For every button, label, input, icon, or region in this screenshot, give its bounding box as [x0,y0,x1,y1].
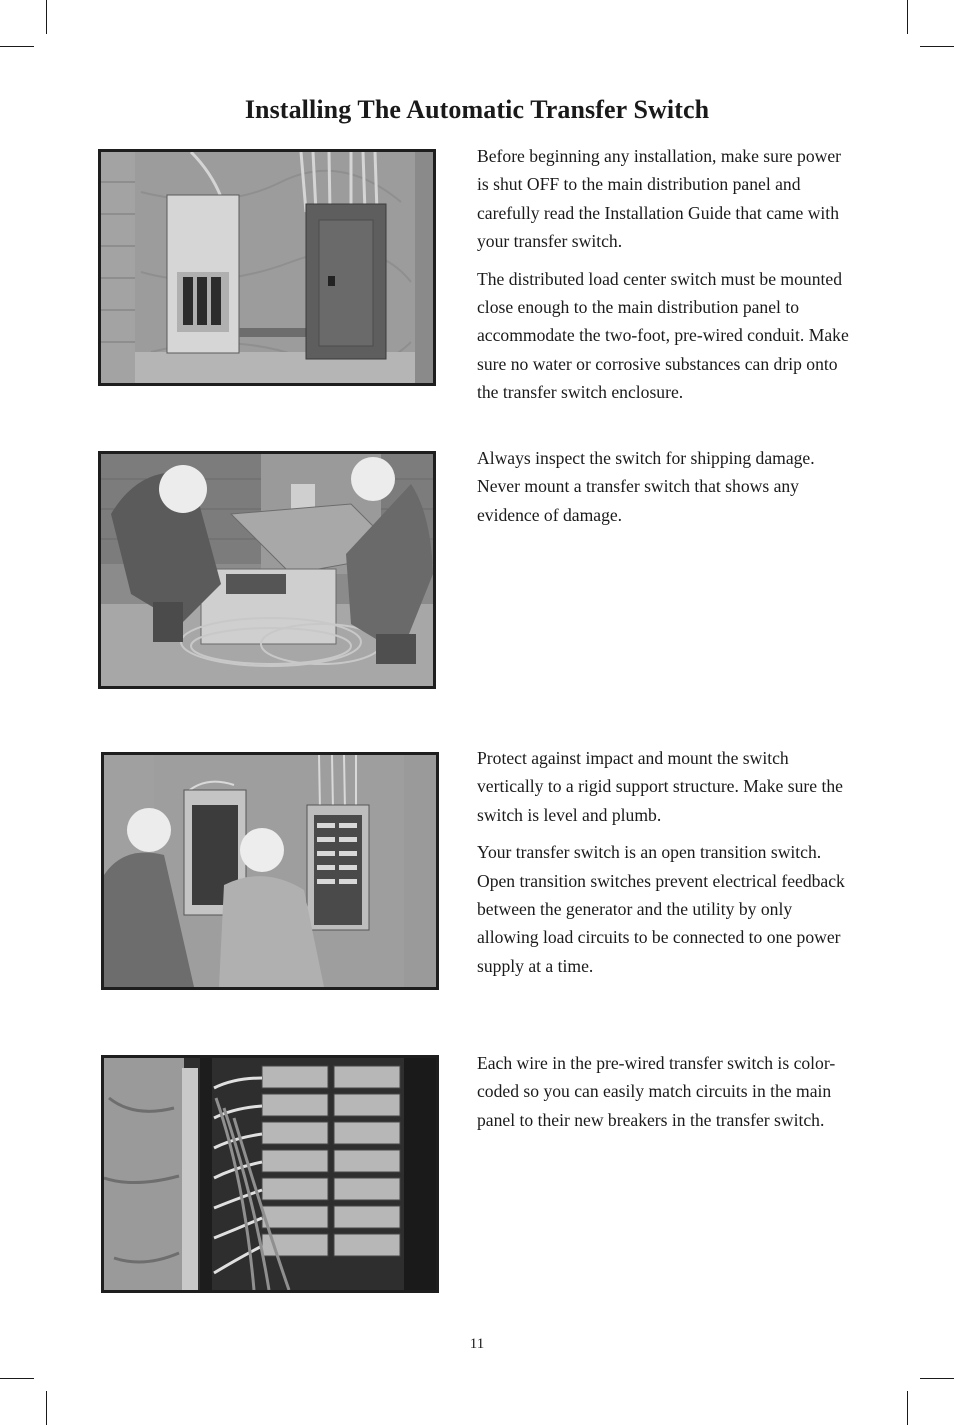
workers-mounting-switch-photo [101,752,439,990]
paragraph: Always inspect the switch for shipping damage. Never mount a transfer switch that shows any evidence of damage. [477,448,815,525]
page-title: Installing The Automatic Transfer Switch [244,95,710,124]
crop-mark [0,1378,34,1379]
crop-mark [920,46,954,47]
section-4-text [477,1049,857,1143]
workers-inspecting-switch-photo [98,451,436,689]
crop-mark [46,0,47,34]
crop-mark [907,1391,908,1425]
paragraph: The distributed load center switch must be mounted close enough to the main distribution panel to accommodate the two-foot, pre-wired conduit. Make sure no water or corrosive substances can drip onto the transfer switch enclosure. [477,268,849,402]
paragraph: Each wire in the pre-wired transfer switch is color-coded so you can easily match circuits in the main panel to their new breakers in the transfer switch. [477,1053,836,1130]
paragraph: Your transfer switch is an open transition switch. Open transition switches prevent electrical feedback between the generator and the utility by only allowing load circuits to be connected to one power supply at a time. [477,842,845,976]
section-2-text [477,444,857,538]
crop-mark [907,0,908,34]
crop-mark [46,1391,47,1425]
crop-mark [920,1378,954,1379]
crop-mark [0,46,34,47]
panel-and-load-center-photo [98,149,436,386]
section-3-text [477,744,857,989]
section-1-text [477,142,857,416]
paragraph: Protect against impact and mount the switch vertically to a rigid support structure. Make sure the switch is level and plumb. [477,748,843,825]
paragraph: Before beginning any installation, make sure power is shut OFF to the main distribution panel and carefully read the Installation Guide that came with your transfer switch. [477,146,841,251]
color-coded-wires-breakers-photo [101,1055,439,1293]
page-number: 11 [469,1336,485,1352]
